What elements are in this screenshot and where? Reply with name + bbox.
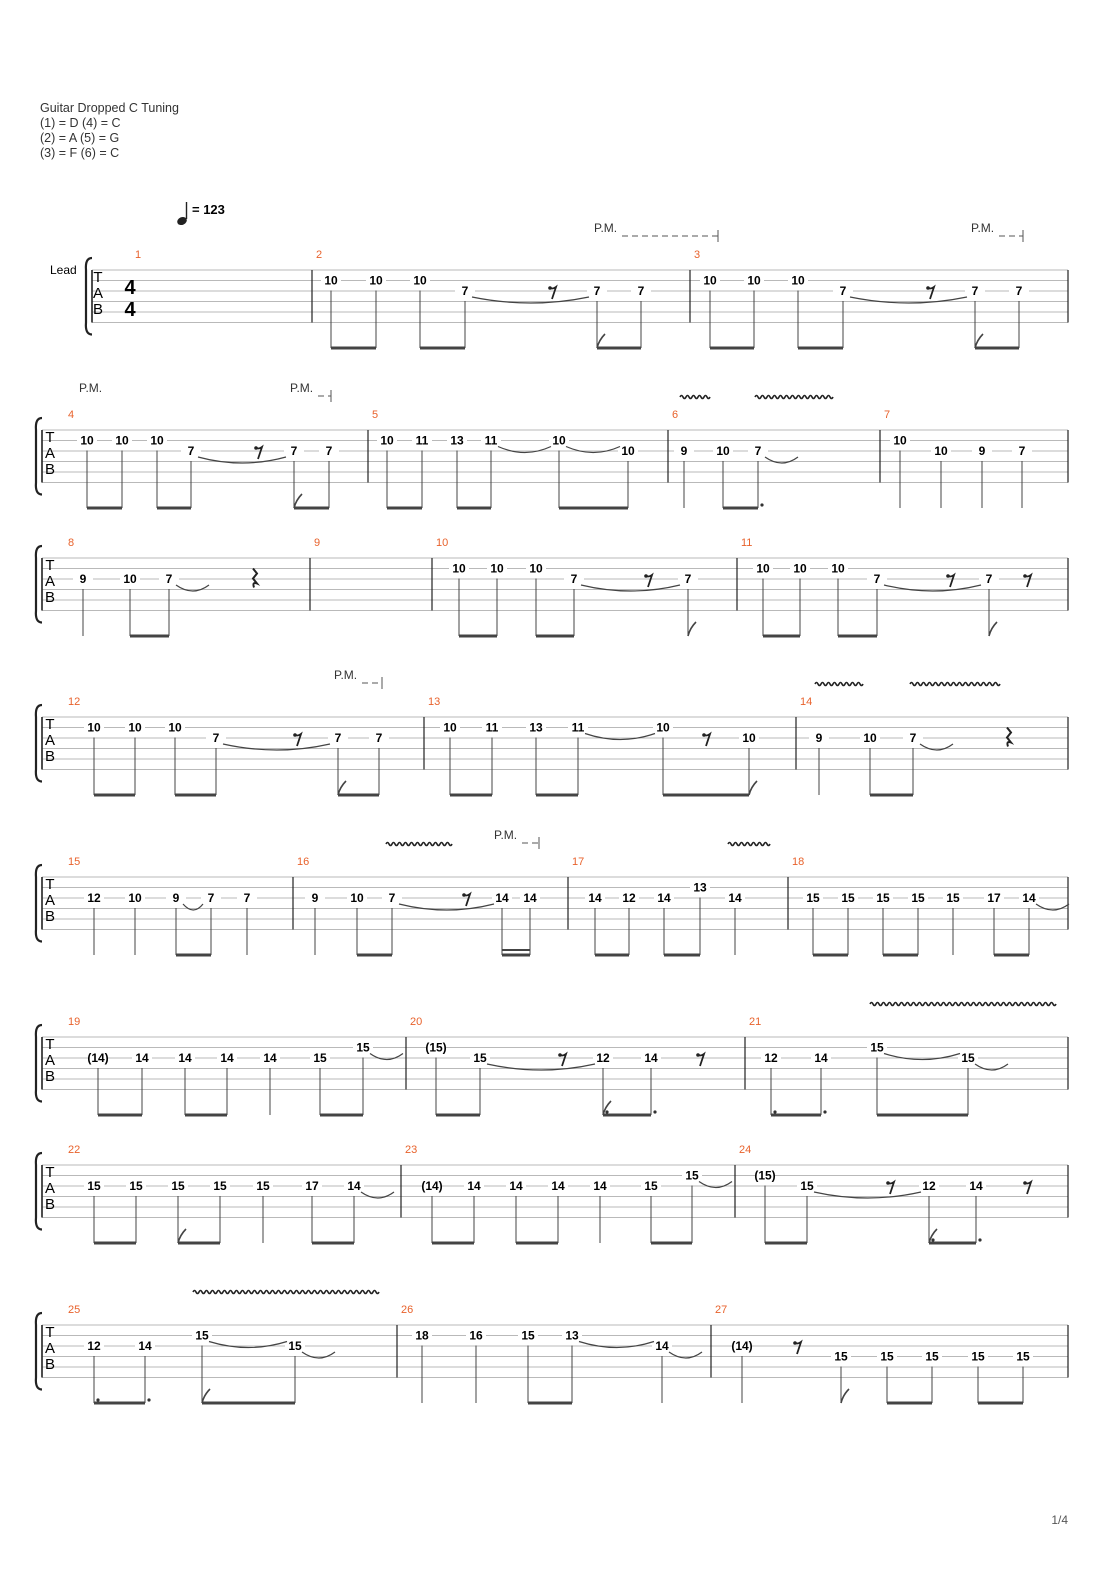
tie xyxy=(176,585,209,591)
vibrato-mark xyxy=(815,683,863,686)
fret-number: 13 xyxy=(565,1328,579,1343)
tab-letter-a: A xyxy=(44,445,56,462)
fret-number: 9 xyxy=(172,891,180,905)
duration-dot xyxy=(653,1110,656,1113)
palm-mute-label: P.M. xyxy=(971,221,995,235)
tie xyxy=(1036,904,1069,910)
fret-number: 10 xyxy=(756,561,770,576)
fret-number: 15 xyxy=(834,1349,848,1364)
tab-letter-a: A xyxy=(44,1052,56,1069)
tab-letter-b: B xyxy=(44,461,56,478)
vibrato-mark xyxy=(193,1291,379,1294)
fret-number: 10 xyxy=(128,720,142,735)
eighth-rest-dot xyxy=(793,1341,797,1345)
fret-number: 15 xyxy=(129,1179,143,1193)
tie xyxy=(585,734,655,740)
fret-number: 15 xyxy=(195,1328,209,1343)
system-brace xyxy=(36,1153,42,1230)
eighth-rest-dot xyxy=(548,286,552,290)
fret-number: 16 xyxy=(469,1328,483,1343)
fret-number: 15 xyxy=(880,1349,894,1364)
tab-letter-a: A xyxy=(44,1340,56,1357)
eighth-flag xyxy=(597,334,605,348)
fret-number: 14 xyxy=(588,891,602,905)
fret-number: 10 xyxy=(324,273,338,288)
fret-number: 7 xyxy=(1018,444,1026,458)
fret-number: 13 xyxy=(693,880,707,895)
fret-number: 14 xyxy=(593,1179,607,1193)
fret-number: 10 xyxy=(656,720,670,735)
fret-number: 14 xyxy=(657,891,671,905)
tie xyxy=(850,297,967,303)
measure-number: 2 xyxy=(316,249,323,261)
fret-number: 14 xyxy=(509,1179,523,1193)
fret-number: 11 xyxy=(485,720,499,735)
fret-number: 7 xyxy=(873,572,881,586)
eighth-rest-dot xyxy=(558,1053,562,1057)
fret-number: 12 xyxy=(87,891,101,905)
fret-number: 7 xyxy=(637,284,645,298)
measure-number: 27 xyxy=(715,1304,728,1316)
fret-number: 7 xyxy=(388,891,396,905)
tie xyxy=(198,457,286,463)
fret-number: 15 xyxy=(685,1168,699,1183)
system-brace xyxy=(36,1025,42,1102)
fret-number: 7 xyxy=(243,891,251,905)
fret-number: 15 xyxy=(1016,1349,1030,1364)
fret-number: 10 xyxy=(168,720,182,735)
measure-number: 4 xyxy=(68,409,75,421)
tie xyxy=(884,1054,960,1060)
palm-mute-label: P.M. xyxy=(79,381,103,395)
fret-number: 14 xyxy=(178,1051,192,1065)
tie xyxy=(209,1342,287,1348)
system-brace xyxy=(86,258,92,335)
tie xyxy=(399,904,494,910)
eighth-rest-dot xyxy=(644,574,648,578)
fret-number: 15 xyxy=(313,1051,327,1065)
tab-letter-t: T xyxy=(45,1036,55,1053)
time-signature-bottom: 4 xyxy=(124,299,136,321)
fret-number: 14 xyxy=(220,1051,234,1065)
fret-number: 10 xyxy=(123,572,137,586)
duration-dot xyxy=(978,1238,981,1241)
measure-number: 6 xyxy=(672,409,679,421)
fret-number: 10 xyxy=(552,433,566,448)
fret-number: 7 xyxy=(375,731,383,745)
fret-number: 14 xyxy=(467,1179,481,1193)
measure-number: 13 xyxy=(428,696,441,708)
fret-number: 15 xyxy=(911,891,925,905)
fret-number: 12 xyxy=(596,1051,610,1065)
palm-mute-label: P.M. xyxy=(594,221,618,235)
tab-letter-t: T xyxy=(45,557,55,574)
vibrato-mark xyxy=(870,1003,1056,1006)
fret-number: 12 xyxy=(87,1339,101,1353)
eighth-rest-dot xyxy=(254,446,258,450)
fret-number: 10 xyxy=(413,273,427,288)
fret-number: 9 xyxy=(79,572,87,586)
fret-number: 12 xyxy=(922,1179,936,1193)
vibrato-mark xyxy=(755,396,833,399)
eighth-rest-dot xyxy=(1023,1181,1027,1185)
eighth-rest-dot xyxy=(886,1181,890,1185)
fret-number: 7 xyxy=(839,284,847,298)
fret-number: 9 xyxy=(815,731,823,745)
quarter-rest-icon xyxy=(1007,728,1011,747)
fret-number: 15 xyxy=(971,1349,985,1364)
duration-dot xyxy=(760,503,763,506)
fret-number: 17 xyxy=(987,891,1001,905)
measure-number: 24 xyxy=(739,1144,752,1156)
measure-number: 17 xyxy=(572,856,585,868)
eighth-flag xyxy=(294,494,302,508)
eighth-rest-dot xyxy=(946,574,950,578)
measure-number: 8 xyxy=(68,537,75,549)
fret-number: 7 xyxy=(207,891,215,905)
eighth-flag xyxy=(989,622,997,636)
tab-letter-b: B xyxy=(44,1356,56,1373)
fret-number: 7 xyxy=(290,444,298,458)
tie xyxy=(498,447,551,453)
measure-number: 26 xyxy=(401,1304,414,1316)
system-brace xyxy=(36,705,42,782)
measure-number: 7 xyxy=(884,409,891,421)
fret-number: 7 xyxy=(684,572,692,586)
fret-number: 10 xyxy=(893,433,907,448)
eighth-flag xyxy=(338,781,346,795)
tie xyxy=(579,1342,654,1348)
fret-number: 7 xyxy=(909,731,917,745)
fret-number: 15 xyxy=(213,1179,227,1193)
fret-number: 10 xyxy=(863,731,877,745)
fret-number: 10 xyxy=(791,273,805,288)
fret-number: 7 xyxy=(754,444,762,458)
fret-number: 10 xyxy=(128,891,142,905)
fret-number: 7 xyxy=(971,284,979,298)
palm-mute-label: P.M. xyxy=(494,828,518,842)
fret-number: 10 xyxy=(703,273,717,288)
fret-number: 7 xyxy=(165,572,173,586)
measure-number: 23 xyxy=(405,1144,418,1156)
measure-number: 3 xyxy=(694,249,701,261)
eighth-rest-dot xyxy=(702,733,706,737)
fret-number: 10 xyxy=(443,720,457,735)
tab-letter-b: B xyxy=(44,1068,56,1085)
fret-number: 10 xyxy=(716,444,730,458)
fret-number: 14 xyxy=(138,1339,152,1353)
eighth-rest-dot xyxy=(293,733,297,737)
eighth-rest-dot xyxy=(462,893,466,897)
fret-number: 14 xyxy=(551,1179,565,1193)
fret-number: 15 xyxy=(876,891,890,905)
eighth-rest-dot xyxy=(696,1053,700,1057)
vibrato-mark xyxy=(386,843,452,846)
tab-letter-b: B xyxy=(44,1196,56,1213)
fret-number: 12 xyxy=(622,891,636,905)
fret-number: 14 xyxy=(969,1179,983,1193)
fret-number: 14 xyxy=(655,1339,669,1353)
system-brace xyxy=(36,418,42,495)
fret-number: 10 xyxy=(452,561,466,576)
tab-letter-b: B xyxy=(44,908,56,925)
eighth-flag xyxy=(749,781,757,795)
tie xyxy=(920,744,953,750)
tie xyxy=(669,1352,702,1358)
fret-number: (14) xyxy=(87,1051,109,1065)
tie xyxy=(566,447,620,453)
fret-number: 9 xyxy=(680,444,688,458)
vibrato-mark xyxy=(728,843,770,846)
fret-number: 15 xyxy=(806,891,820,905)
fret-number: 7 xyxy=(187,444,195,458)
fret-number: 15 xyxy=(356,1040,370,1055)
measure-number: 22 xyxy=(68,1144,81,1156)
tab-letter-a: A xyxy=(44,1180,56,1197)
fret-number: 14 xyxy=(728,891,742,905)
fret-number: 7 xyxy=(212,731,220,745)
fret-number: 14 xyxy=(1022,891,1036,905)
measure-number: 5 xyxy=(372,409,379,421)
fret-number: 7 xyxy=(570,572,578,586)
time-signature-top: 4 xyxy=(124,277,136,299)
fret-number: 14 xyxy=(814,1051,828,1065)
fret-number: 15 xyxy=(961,1051,975,1065)
fret-number: 14 xyxy=(523,891,537,905)
tab-letter-t: T xyxy=(45,429,55,446)
tie xyxy=(581,585,680,591)
tuning-line: (3) = F (6) = C xyxy=(40,146,120,160)
tie xyxy=(302,1352,335,1358)
eighth-rest-dot xyxy=(926,286,930,290)
palm-mute-label: P.M. xyxy=(334,668,358,682)
fret-number: 15 xyxy=(925,1349,939,1364)
system-brace xyxy=(36,865,42,942)
eighth-flag xyxy=(975,334,983,348)
vibrato-mark xyxy=(680,396,710,399)
fret-number: 10 xyxy=(369,273,383,288)
fret-number: 15 xyxy=(521,1328,535,1343)
fret-number: 7 xyxy=(461,284,469,298)
fret-number: 7 xyxy=(1015,284,1023,298)
tab-letter-t: T xyxy=(93,269,103,286)
tab-letter-b: B xyxy=(44,589,56,606)
tab-letter-b: B xyxy=(92,301,104,318)
tab-letter-a: A xyxy=(92,285,104,302)
eighth-flag xyxy=(841,1389,849,1403)
tab-letter-t: T xyxy=(45,1164,55,1181)
tab-letter-t: T xyxy=(45,876,55,893)
measure-number: 14 xyxy=(800,696,813,708)
fret-number: (15) xyxy=(425,1040,447,1055)
fret-number: 9 xyxy=(311,891,319,905)
measure-number: 11 xyxy=(741,537,753,549)
fret-number: 10 xyxy=(115,433,129,448)
system-brace xyxy=(36,546,42,623)
fret-number: 7 xyxy=(325,444,333,458)
track-label: Lead xyxy=(50,263,77,277)
system-brace xyxy=(36,1313,42,1390)
fret-number: 10 xyxy=(831,561,845,576)
eighth-flag xyxy=(178,1229,186,1243)
fret-number: 10 xyxy=(621,444,635,458)
fret-number: 15 xyxy=(256,1179,270,1193)
page-number: 1/4 xyxy=(1051,1513,1068,1527)
tab-letter-t: T xyxy=(45,716,55,733)
fret-number: 10 xyxy=(490,561,504,576)
measure-number: 10 xyxy=(436,537,449,549)
tie xyxy=(361,1192,394,1198)
tab-letter-a: A xyxy=(44,892,56,909)
measure-number: 19 xyxy=(68,1016,81,1028)
duration-dot xyxy=(605,1110,608,1113)
fret-number: 10 xyxy=(380,433,394,448)
tab-letter-t: T xyxy=(45,1324,55,1341)
fret-number: 14 xyxy=(135,1051,149,1065)
fret-number: 15 xyxy=(288,1339,302,1353)
fret-number: 7 xyxy=(334,731,342,745)
tie xyxy=(814,1192,921,1198)
fret-number: 15 xyxy=(473,1051,487,1065)
fret-number: 10 xyxy=(87,720,101,735)
fret-number: 15 xyxy=(644,1179,658,1193)
tie xyxy=(699,1182,732,1188)
fret-number: 18 xyxy=(415,1328,429,1343)
tuning-title: Guitar Dropped C Tuning xyxy=(40,101,179,115)
quarter-rest-icon xyxy=(253,569,257,588)
tie xyxy=(472,297,589,303)
fret-number: (14) xyxy=(421,1179,443,1193)
tie xyxy=(765,457,798,463)
measure-number: 16 xyxy=(297,856,310,868)
fret-number: 10 xyxy=(80,433,94,448)
fret-number: 15 xyxy=(841,891,855,905)
tab-letter-b: B xyxy=(44,748,56,765)
measure-number: 15 xyxy=(68,856,81,868)
eighth-flag xyxy=(688,622,696,636)
duration-dot xyxy=(147,1398,150,1401)
tab-letter-a: A xyxy=(44,573,56,590)
measure-number: 21 xyxy=(749,1016,762,1028)
measure-number: 9 xyxy=(314,537,321,549)
fret-number: 11 xyxy=(571,720,585,735)
fret-number: 10 xyxy=(350,891,364,905)
tie xyxy=(884,585,981,591)
fret-number: 11 xyxy=(484,433,498,448)
fret-number: 10 xyxy=(150,433,164,448)
fret-number: 10 xyxy=(742,731,756,745)
fret-number: 7 xyxy=(985,572,993,586)
fret-number: 14 xyxy=(644,1051,658,1065)
duration-dot xyxy=(823,1110,826,1113)
fret-number: 15 xyxy=(87,1179,101,1193)
fret-number: 15 xyxy=(171,1179,185,1193)
fret-number: 15 xyxy=(946,891,960,905)
measure-number: 25 xyxy=(68,1304,81,1316)
fret-number: 13 xyxy=(450,433,464,448)
fret-number: 10 xyxy=(934,444,948,458)
tie xyxy=(370,1054,403,1060)
palm-mute-label: P.M. xyxy=(290,381,314,395)
tie xyxy=(975,1064,1008,1070)
fret-number: 7 xyxy=(593,284,601,298)
fret-number: (15) xyxy=(754,1168,776,1183)
fret-number: 10 xyxy=(529,561,543,576)
measure-number: 12 xyxy=(68,696,81,708)
fret-number: 9 xyxy=(978,444,986,458)
fret-number: 13 xyxy=(529,720,543,735)
fret-number: 12 xyxy=(764,1051,778,1065)
duration-dot xyxy=(931,1238,934,1241)
fret-number: 11 xyxy=(415,433,429,448)
tempo-value: = 123 xyxy=(192,202,225,217)
tie xyxy=(487,1064,595,1070)
measure-number: 20 xyxy=(410,1016,423,1028)
tie xyxy=(223,744,330,750)
tuning-line: (1) = D (4) = C xyxy=(40,116,121,130)
fret-number: 17 xyxy=(305,1179,319,1193)
measure-number: 18 xyxy=(792,856,805,868)
tuning-line: (2) = A (5) = G xyxy=(40,131,120,145)
fret-number: (14) xyxy=(731,1339,753,1353)
duration-dot xyxy=(96,1398,99,1401)
eighth-flag xyxy=(202,1389,210,1403)
fret-number: 14 xyxy=(495,891,509,905)
eighth-rest-dot xyxy=(1023,574,1027,578)
tab-letter-a: A xyxy=(44,732,56,749)
duration-dot xyxy=(773,1110,776,1113)
fret-number: 14 xyxy=(263,1051,277,1065)
fret-number: 10 xyxy=(793,561,807,576)
fret-number: 14 xyxy=(347,1179,361,1193)
vibrato-mark xyxy=(910,683,1000,686)
fret-number: 15 xyxy=(800,1179,814,1193)
measure-number: 1 xyxy=(135,249,142,261)
fret-number: 15 xyxy=(870,1040,884,1055)
fret-number: 10 xyxy=(747,273,761,288)
